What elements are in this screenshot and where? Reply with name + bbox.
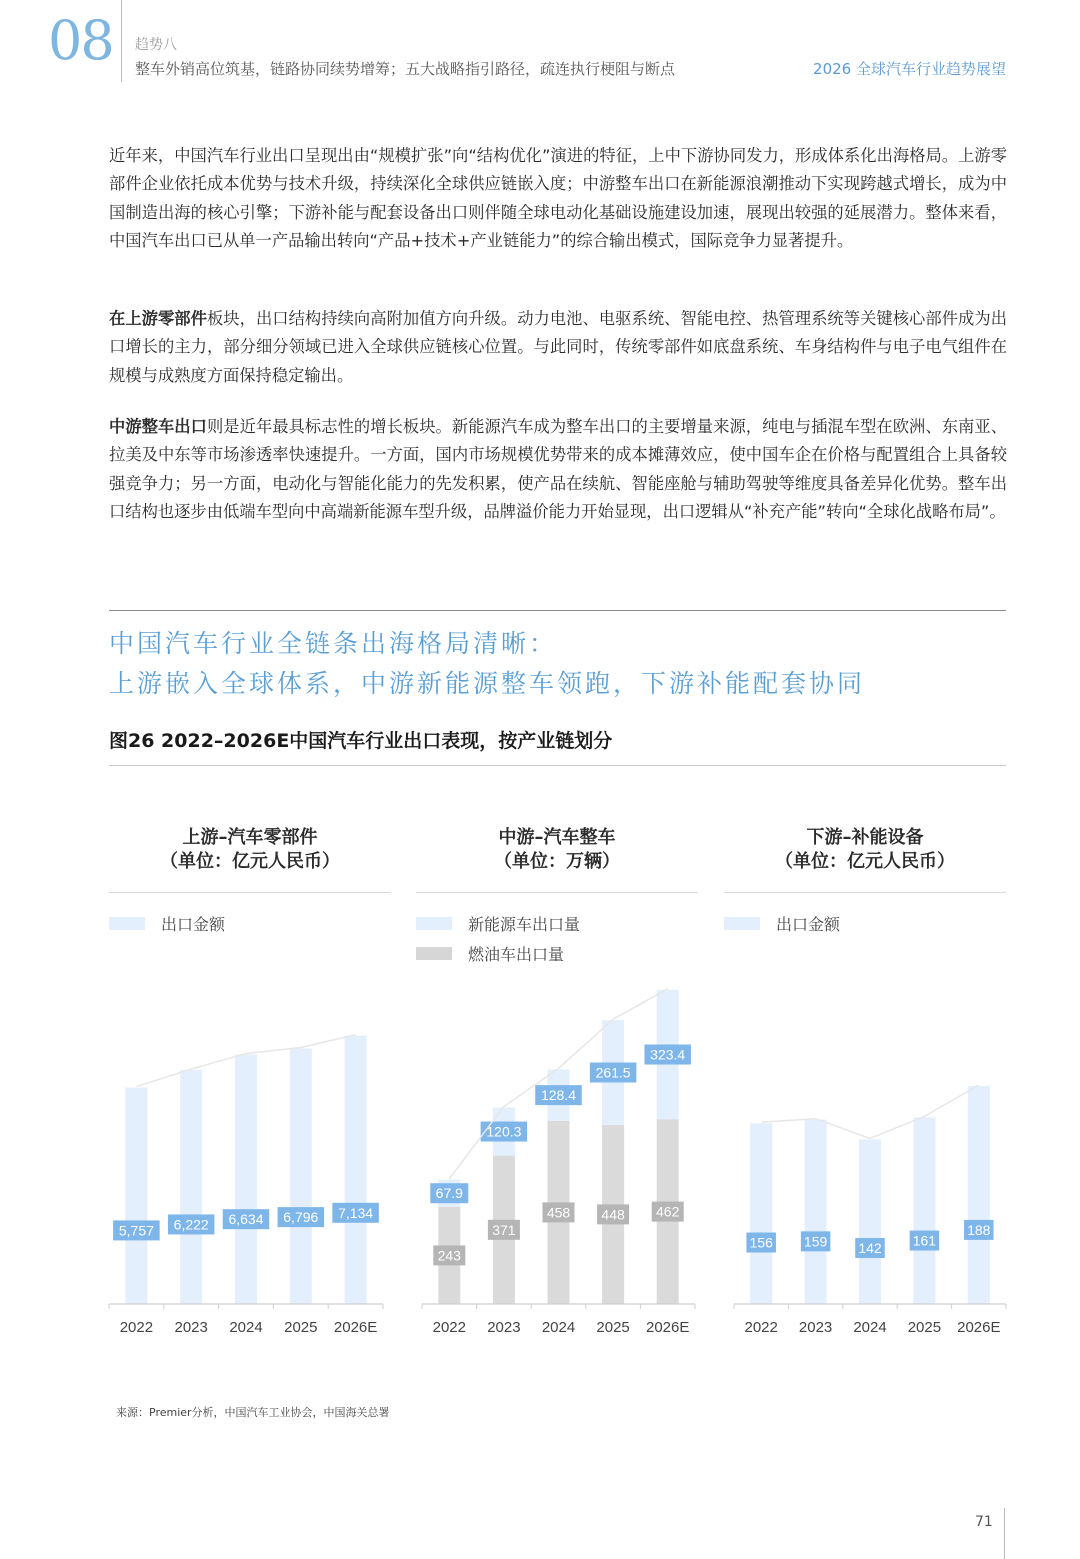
panel-downstream-title: 下游–补能设备	[806, 827, 924, 848]
tick-label-2023: 2023	[174, 1319, 208, 1336]
tick-label-2022: 2022	[432, 1319, 466, 1336]
value-label-ice-2023: 371	[492, 1221, 516, 1238]
paragraph-midstream-lead: 中游整车出口	[109, 417, 207, 436]
tick-label-2023: 2023	[798, 1319, 833, 1336]
tagline-line-1: 中国汽车行业全链条出海格局清晰：	[109, 629, 558, 658]
legend-label: 新能源车出口量	[468, 915, 581, 934]
page-number-divider	[1004, 1508, 1005, 1559]
value-label-2024: 6,634	[228, 1211, 264, 1228]
bar-2023	[180, 1070, 202, 1304]
chapter-subtitle: 整车外销高位筑基，链路协同续势增筹；五大战略指引路径，疏连执行梗阻与断点	[135, 60, 676, 78]
paragraph-upstream-text: 板块，出口结构持续向高附加值方向升级。动力电池、电驱系统、智能电控、热管理系统等关键核心部件成为出口增长的主力，部分细分领域已进入全球供应链核心位置。与此同时，传统零部件如底盘系统、车身结构件与电子电气组件在规模与成熟度方面保持稳定输出。	[109, 309, 1007, 385]
panel-midstream-unit: （单位：万辆）	[494, 851, 620, 872]
bar-2024	[859, 1139, 881, 1304]
value-label-ice-2024: 458	[546, 1204, 571, 1221]
value-label-2022: 5,757	[118, 1222, 154, 1239]
panel-downstream-unit: （单位：亿元人民币）	[775, 851, 955, 872]
value-label-2026E: 188	[967, 1221, 991, 1238]
bar-2022	[750, 1123, 772, 1304]
value-label-nev-2026E: 323.4	[650, 1046, 686, 1063]
trend-connector-line	[761, 1085, 979, 1138]
bar-2025	[290, 1048, 312, 1304]
value-label-nev-2025: 261.5	[595, 1064, 631, 1081]
tagline-line-2: 上游嵌入全球体系，中游新能源整车领跑，下游补能配套协同	[109, 669, 866, 698]
value-label-nev-2023: 120.3	[486, 1123, 522, 1140]
tick-label-2024: 2024	[853, 1319, 887, 1336]
panel-upstream-title: 上游–汽车零部件	[182, 827, 318, 848]
bar-2026E	[345, 1036, 367, 1304]
bar-2025	[913, 1117, 935, 1304]
value-label-ice-2025: 448	[601, 1206, 625, 1223]
tick-label-2025: 2025	[284, 1319, 318, 1336]
legend-label: 出口金额	[776, 915, 841, 934]
legend-label: 出口金额	[161, 915, 226, 934]
tick-label-2026E: 2026E	[957, 1319, 1001, 1336]
panel-upstream-unit: （单位：亿元人民币）	[160, 851, 340, 872]
value-label-ice-2026E: 462	[656, 1203, 680, 1220]
value-label-2026E: 7,134	[338, 1204, 374, 1221]
chapter-kicker: 趋势八	[135, 37, 177, 53]
bar-2026E	[968, 1086, 990, 1304]
chapter-number: 08	[48, 9, 113, 72]
bar-2023	[805, 1120, 827, 1304]
value-label-2023: 6,222	[173, 1216, 209, 1233]
value-label-2024: 142	[858, 1240, 882, 1257]
value-label-2025: 161	[912, 1232, 937, 1249]
value-label-nev-2024: 128.4	[540, 1087, 577, 1104]
tick-label-2024: 2024	[541, 1319, 576, 1336]
legend-label: 燃油车出口量	[468, 945, 565, 964]
value-label-2023: 159	[803, 1233, 828, 1250]
panel-midstream-title: 中游–汽车整车	[498, 827, 616, 848]
value-label-2022: 156	[749, 1234, 773, 1251]
value-label-nev-2022: 67.9	[435, 1185, 463, 1202]
tick-label-2024: 2024	[229, 1319, 263, 1336]
page-number: 71	[975, 1514, 993, 1530]
report-title: 2026 全球汽车行业趋势展望	[813, 60, 1006, 78]
paragraph-intro: 近年来，中国汽车行业出口呈现出由“规模扩张”向“结构优化”演进的特征，上中下游协同发力，形成体系化出海格局。上游零部件企业依托成本优势与技术升级，持续深化全球供应链嵌入度；中游整车出口在新能源浪潮推动下实现跨越式增长，成为中国制造出海的核心引擎；下游补能与配套设备出口则伴随全球电动化基础设施建设加速，展现出较强的延展潜力。整体来看，中国汽车出口已从单一产品输出转向“产品+技术+产业链能力”的综合输出模式，国际竞争力显著提升。	[109, 146, 1007, 250]
paragraph-upstream-lead: 在上游零部件	[109, 309, 207, 328]
bar-2024	[235, 1055, 257, 1304]
tick-label-2022: 2022	[119, 1319, 154, 1336]
source-note: 来源：Premier分析，中国汽车工业协会，中国海关总署	[116, 1406, 390, 1419]
paragraph-midstream-text: 则是近年最具标志性的增长板块。新能源汽车成为整车出口的主要增量来源，纯电与插混车型在欧洲、东南亚、拉美及中东等市场渗透率快速提升。一方面，国内市场规模优势带来的成本摊薄效应，使中国车企在价格与配置组合上具备较强竞争力；另一方面，电动化与智能化能力的先发积累，使产品在续航、智能座舱与辅助驾驶等维度具备差异化优势。整车出口结构也逐步由低端车型向中高端新能源车型升级，品牌溢价能力开始显现，出口逻辑从“补充产能”转向“全球化战略布局”。	[109, 417, 1007, 521]
tick-label-2025: 2025	[596, 1319, 630, 1336]
tick-label-2026E: 2026E	[333, 1319, 378, 1336]
tick-label-2023: 2023	[487, 1319, 521, 1336]
value-label-2025: 6,796	[283, 1209, 319, 1226]
tick-label-2025: 2025	[907, 1319, 942, 1336]
figure-title: 图26 2022–2026E中国汽车行业出口表现，按产业链划分	[109, 730, 613, 752]
value-label-ice-2022: 243	[437, 1247, 461, 1264]
tick-label-2022: 2022	[744, 1319, 778, 1336]
tick-label-2026E: 2026E	[646, 1319, 690, 1336]
bar-2022	[125, 1088, 147, 1304]
